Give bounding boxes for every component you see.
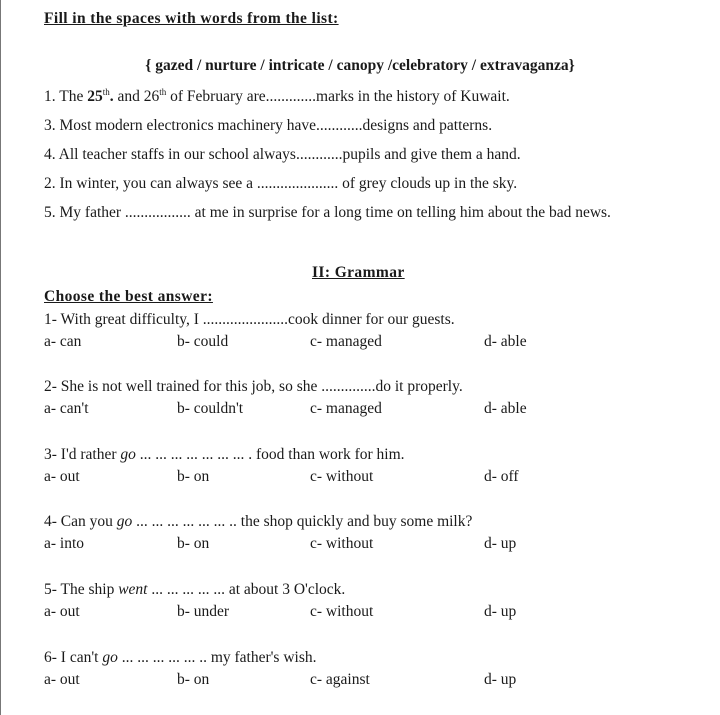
fill-heading: Fill in the spaces with words from the list:	[44, 10, 339, 27]
fill-item-1	[44, 88, 510, 106]
question-4	[44, 513, 472, 531]
text: 25	[87, 88, 103, 105]
fill-item: 4. All teacher staffs in our school always............pupils and give them a hand.	[44, 146, 521, 163]
answer-option: b- on	[177, 535, 210, 552]
answer-option: d- able	[484, 400, 527, 417]
question-text: 5- The ship	[44, 581, 119, 598]
question-text: 1- With great difficulty, I ......................cook dinner for our guests.	[44, 311, 455, 328]
answer-option: a- out	[44, 468, 80, 485]
word-list: { gazed / nurture / intricate / canopy /celebratory / extravaganza}	[145, 57, 575, 74]
question-6	[44, 649, 317, 667]
question-3	[44, 446, 405, 464]
question-text: ... ... ... ... ... ... .. the shop quickly and buy some milk?	[132, 513, 473, 530]
text: 1. The	[44, 88, 88, 105]
question-text: ... ... ... ... ... ... ... . food than work for him.	[135, 446, 405, 463]
answer-option: d- up	[484, 671, 517, 688]
answer-option: d- able	[484, 333, 527, 350]
question-text: 4- Can you	[44, 513, 117, 530]
text: and 26	[113, 88, 160, 105]
question-text: ... ... ... ... ... .. my father's wish.	[117, 649, 317, 666]
question-text: 3- I'd rather	[44, 446, 121, 463]
question-verb: go	[116, 513, 133, 530]
answer-option: b- could	[177, 333, 229, 350]
page-left-border	[0, 0, 1, 715]
answer-option: a- out	[44, 671, 80, 688]
answer-option: c- managed	[310, 400, 382, 417]
text: th	[159, 87, 167, 97]
answer-option: c- without	[310, 603, 374, 620]
fill-item: 5. My father ................. at me in surprise for a long time on telling him about the bad news.	[44, 204, 611, 221]
answer-option: a- can	[44, 333, 82, 350]
answer-option: c- without	[310, 468, 374, 485]
answer-option: c- managed	[310, 333, 382, 350]
question-verb: went	[118, 581, 148, 598]
answer-option: d- off	[484, 468, 519, 485]
question-5	[44, 581, 345, 599]
answer-option: d- up	[484, 535, 517, 552]
text: of February are.............marks in the history of Kuwait.	[166, 88, 510, 105]
fill-item: 3. Most modern electronics machinery have............designs and patterns.	[44, 117, 493, 134]
answer-option: b- on	[177, 671, 210, 688]
answer-option: c- without	[310, 535, 374, 552]
answer-option: b- on	[177, 468, 210, 485]
answer-option: b- couldn't	[177, 400, 244, 417]
question-verb: go	[102, 649, 118, 666]
question-text: ... ... ... ... ... at about 3 O'clock.	[147, 581, 346, 598]
answer-option: a- can't	[44, 400, 89, 417]
answer-option: d- up	[484, 603, 517, 620]
answer-option: a- into	[44, 535, 85, 552]
answer-option: c- against	[310, 671, 370, 688]
text: .	[109, 88, 114, 105]
answer-option: b- under	[177, 603, 230, 620]
question-text: 6- I can't	[44, 649, 103, 666]
question-verb: go	[120, 446, 136, 463]
grammar-heading: II: Grammar	[312, 264, 405, 281]
answer-option: a- out	[44, 603, 80, 620]
fill-item: 2. In winter, you can always see a ..................... of grey clouds up in the sky.	[44, 175, 518, 192]
question-2	[44, 378, 463, 396]
grammar-instruction: Choose the best answer:	[44, 288, 213, 305]
question-1	[44, 311, 455, 329]
question-text: 2- She is not well trained for this job, so she ..............do it properly.	[44, 378, 463, 395]
text: th	[102, 87, 110, 97]
